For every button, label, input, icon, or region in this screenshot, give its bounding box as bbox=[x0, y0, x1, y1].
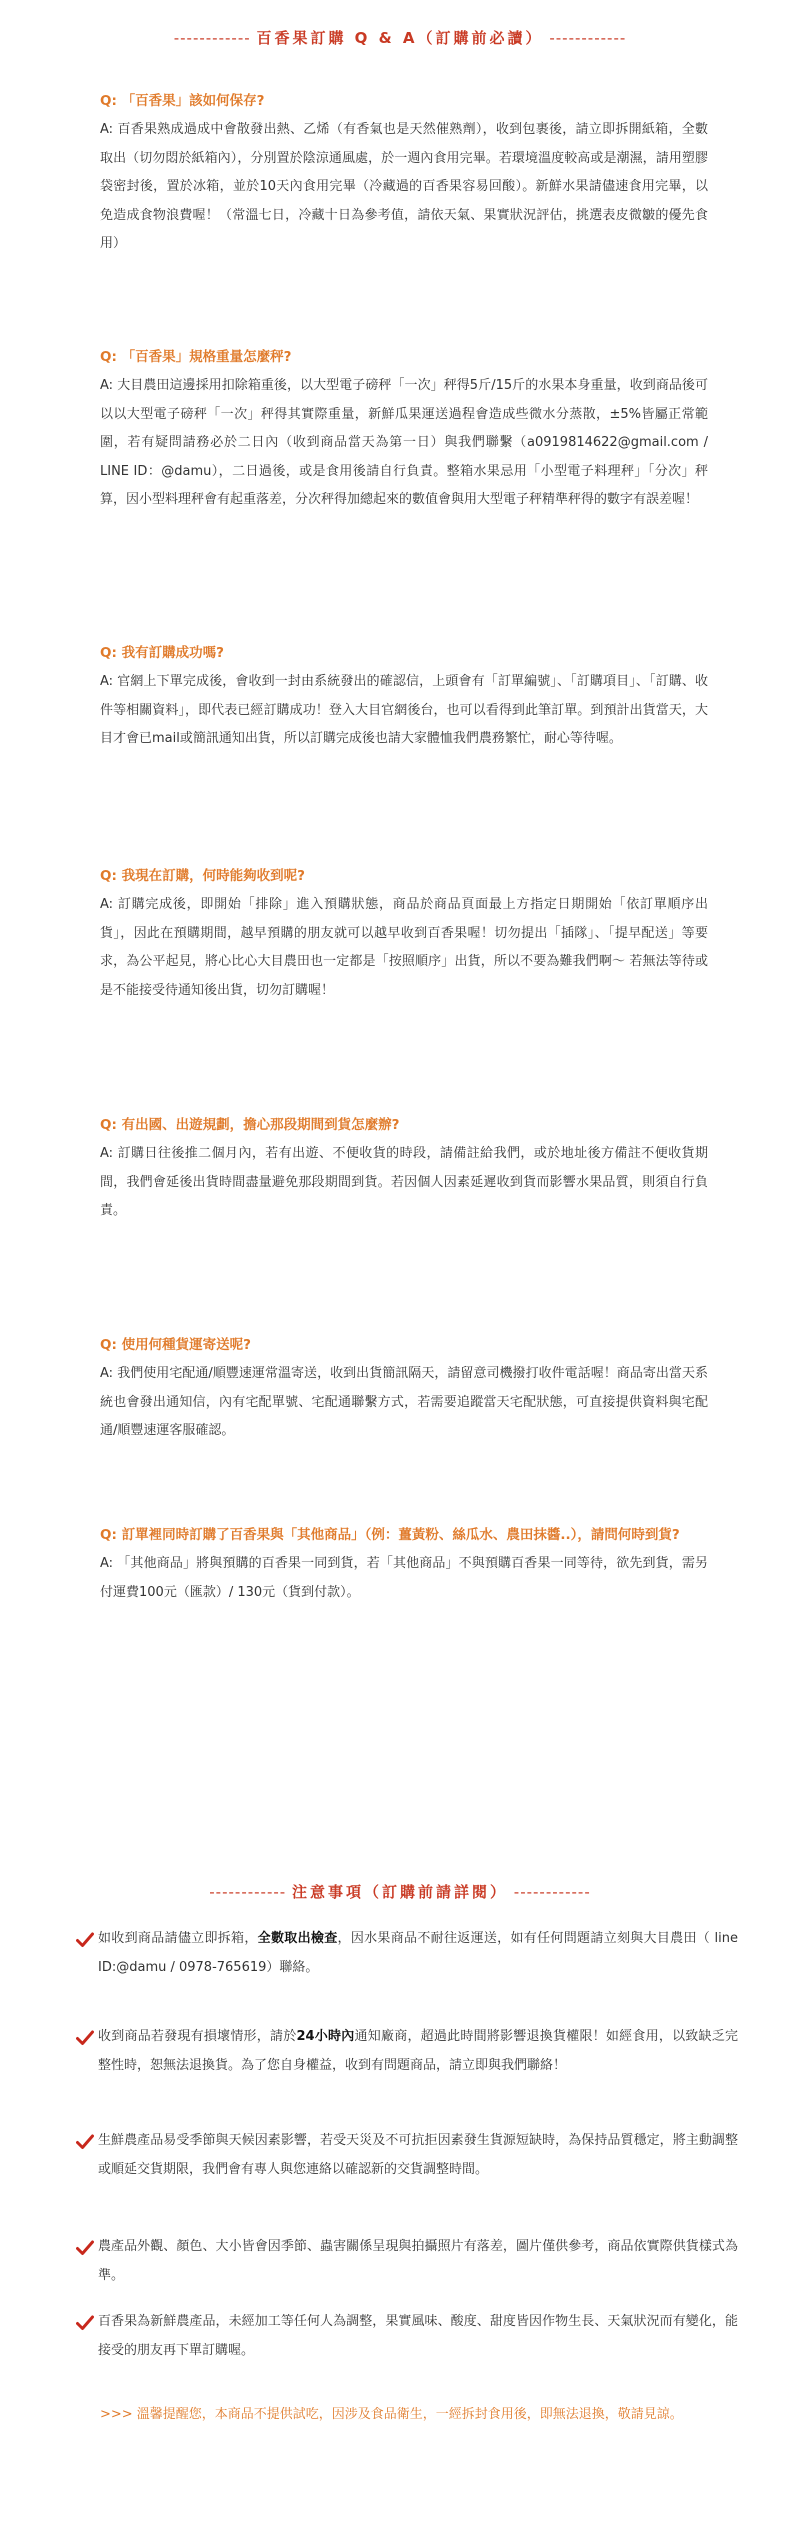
faq-item-weight bbox=[100, 342, 708, 515]
notice-item bbox=[76, 2126, 738, 2184]
faq-question: Q: 訂單裡同時訂購了百香果與「其他商品」（例：薑黃粉、絲瓜水、農田抹醬..），請問何時到貨? bbox=[100, 1527, 680, 1543]
header-dashes-right: ------------ bbox=[513, 1883, 591, 1901]
notice-text: 如收到商品請儘立即拆箱，全數取出檢查，因水果商品不耐往返運送，如有任何問題請立刻與大目農田（ line ID:@damu / 0978-765619）聯絡。 bbox=[98, 1931, 738, 1975]
notice-emphasis: 24小時內 bbox=[296, 2029, 355, 2044]
notice-text: 收到商品若發現有損壞情形，請於24小時內通知廠商，超過此時間將影響退換貨權限！如經食用，以致缺乏完整性時，恕無法退換貨。為了您自身權益，收到有問題商品，請立即與我們聯絡！ bbox=[98, 2029, 738, 2073]
notice-item bbox=[76, 2232, 738, 2290]
notice-text: 農產品外觀、顏色、大小皆會因季節、蟲害關係呈現與拍攝照片有落差，圖片僅供參考，商品依實際供貨樣式為準。 bbox=[98, 2239, 738, 2283]
faq-question: Q: 我有訂購成功嗎? bbox=[100, 645, 224, 661]
faq-item-storage bbox=[100, 86, 708, 259]
notice-emphasis: 全數取出檢查 bbox=[257, 1931, 338, 1946]
faq-question: Q: 「百香果」該如何保存? bbox=[100, 93, 265, 109]
faq-answer: A: 百香果熟成過成中會散發出熱、乙烯（有香氣也是天然催熟劑），收到包裹後，請立即拆開紙箱，全數取出（切勿悶於紙箱內），分別置於陰涼通風處，於一週內食用完畢。若環境溫度較高或是潮濕，請用塑膠袋密封後，置於冰箱，並於10天內食用完畢（冷藏過的百香果容易回酸）。新鮮水果請儘速食用完畢，以免造成食物浪費喔！（常溫七日，冷藏十日為參考值，請依天氣、果實狀況評估，挑選表皮微皺的優先食用） bbox=[100, 122, 708, 251]
faq-answer: A: 官網上下單完成後，會收到一封由系統發出的確認信，上頭會有「訂單編號」、「訂購項目」、「訂購、收件等相關資料」，即代表已經訂購成功！登入大目官網後台，也可以看得到此筆訂單。到預計出貨當天，大目才會已mail或簡訊通知出貨，所以訂購完成後也請大家體恤我們農務繁忙，耐心等待喔。 bbox=[100, 674, 708, 746]
faq-item-order-success bbox=[100, 638, 708, 754]
faq-item-delivery-time bbox=[100, 861, 708, 1005]
check-mark-icon bbox=[76, 2134, 94, 2150]
header-dashes-right: ------------ bbox=[549, 29, 627, 47]
faq-question: Q: 「百香果」規格重量怎麼秤? bbox=[100, 349, 292, 365]
notice-section-header bbox=[0, 1881, 800, 1902]
faq-answer: A: 訂購日往後推二個月內，若有出遊、不便收貨的時段，請備註給我們，或於地址後方備註不便收貨期間，我們會延後出貨時間盡量避免那段期間到貨。若因個人因素延遲收到貨而影響水果品質，則須自行負責。 bbox=[100, 1146, 708, 1218]
faq-item-shipping bbox=[100, 1330, 708, 1446]
faq-item-travel bbox=[100, 1110, 708, 1226]
notice-header-title: 注意事項（訂購前請詳閱） bbox=[291, 1883, 508, 1901]
notice-text: 生鮮農產品易受季節與天候因素影響，若受天災及不可抗拒因素發生貨源短缺時，為保持品質穩定，將主動調整或順延交貨期限，我們會有專人與您連絡以確認新的交貨調整時間。 bbox=[98, 2133, 738, 2177]
faq-answer: A: 大目農田這邊採用扣除箱重後，以大型電子磅秤「一次」秤得5斤/15斤的水果本身重量，收到商品後可以以大型電子磅秤「一次」秤得其實際重量，新鮮瓜果運送過程會造成些微水分蒸散，±5%皆屬正常範圍，若有疑問請務必於二日內（收到商品當天為第一日）與我們聯繫（a0919814622@gmail.com / LINE ID：@damu），二日過後，或是食用後請自行負責。整箱水果忌用「小型電子料理秤」「分次」秤算，因小型料理秤會有起重落差，分次秤得加總起來的數值會與用大型電子秤精準秤得的數字有誤差喔！ bbox=[100, 378, 708, 507]
header-dashes-left: ------------ bbox=[209, 1883, 287, 1901]
faq-item-other-products bbox=[100, 1520, 708, 1607]
notice-item bbox=[76, 2307, 738, 2365]
check-mark-icon bbox=[76, 2240, 94, 2256]
faq-answer: A: 訂購完成後，即開始「排除」進入預購狀態，商品於商品頁面最上方指定日期開始「依訂單順序出貨」，因此在預購期間，越早預購的朋友就可以越早收到百香果喔！切勿提出「插隊」、「提早配送」等要求，為公平起見，將心比心大目農田也一定都是「按照順序」出貨，所以不要為難我們啊～ 若無法等待或是不能接受待通知後出貨，切勿訂購喔！ bbox=[100, 897, 708, 998]
notice-item bbox=[76, 1924, 738, 1982]
faq-question: Q: 使用何種貨運寄送呢? bbox=[100, 1337, 251, 1353]
reminder-text: >>> 溫馨提醒您，本商品不提供試吃，因涉及食品衛生，一經拆封食用後，即無法退換，敬請見諒。 bbox=[100, 2407, 683, 2422]
notice-item bbox=[76, 2022, 738, 2080]
header-dashes-left: ------------ bbox=[173, 29, 251, 47]
faq-header-title: 百香果訂購 Q & A（訂購前必讀） bbox=[256, 29, 544, 47]
check-mark-icon bbox=[76, 2030, 94, 2046]
notice-text: 百香果為新鮮農產品，未經加工等任何人為調整，果實風味、酸度、甜度皆因作物生長、天氣狀況而有變化，能接受的朋友再下單訂購喔。 bbox=[98, 2314, 738, 2358]
check-mark-icon bbox=[76, 2315, 94, 2331]
faq-answer: A: 「其他商品」將與預購的百香果一同到貨，若「其他商品」不與預購百香果一同等待，欲先到貨，需另付運費100元（匯款）/ 130元（貨到付款）。 bbox=[100, 1556, 708, 1600]
faq-question: Q: 有出國、出遊規劃，擔心那段期間到貨怎麼辦? bbox=[100, 1117, 400, 1133]
faq-question: Q: 我現在訂購，何時能夠收到呢? bbox=[100, 868, 305, 884]
check-mark-icon bbox=[76, 1932, 94, 1948]
faq-section-header bbox=[0, 27, 800, 48]
faq-answer: A: 我們使用宅配通/順豐速運常溫寄送，收到出貨簡訊隔天，請留意司機撥打收件電話喔！商品寄出當天系統也會發出通知信，內有宅配單號、宅配通聯繫方式，若需要追蹤當天宅配狀態，可直接提供資料與宅配通/順豐速運客服確認。 bbox=[100, 1366, 708, 1438]
